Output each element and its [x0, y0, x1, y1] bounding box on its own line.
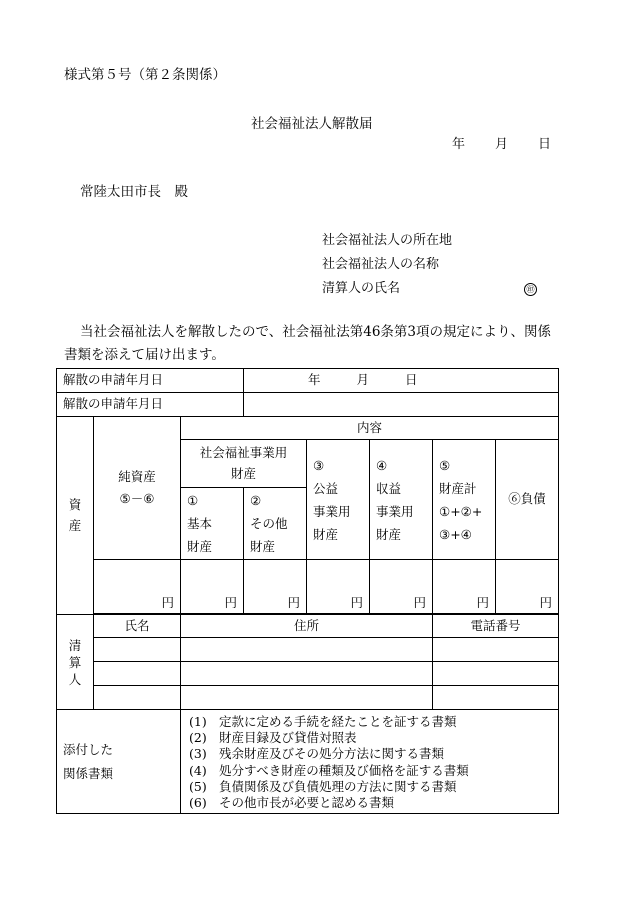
contents-header: 内容	[181, 417, 559, 440]
profit-business-amount[interactable]: 円	[370, 560, 433, 614]
liquidator-address-cell[interactable]	[181, 662, 433, 686]
liquidator-phone-cell[interactable]	[433, 638, 559, 662]
liquidator-address-cell[interactable]	[181, 686, 433, 710]
row-date-month: 月	[356, 372, 370, 388]
application-date-row-2	[57, 393, 559, 417]
profit-business-property-header: ④ 収益 事業用 財産	[370, 440, 433, 560]
application-date-field-2[interactable]	[244, 393, 559, 417]
seal-mark	[524, 282, 537, 296]
liquidator-row	[57, 638, 559, 662]
basic-property-amount[interactable]: 円	[181, 560, 244, 614]
net-assets-amount[interactable]: 円	[94, 560, 181, 614]
application-date-field[interactable]	[244, 369, 559, 393]
public-interest-property-header: ③ 公益 事業用 財産	[307, 440, 370, 560]
attachment-item: (3) 残余財産及びその処分方法に関する書類	[189, 746, 445, 762]
attachment-item: (2) 財産目録及び貸借対照表	[189, 730, 357, 746]
attachment-item: (1) 定款に定める手続を経たことを証する書類	[189, 714, 457, 729]
other-property-header: ② その他 財産	[244, 488, 307, 560]
liquidator-section-label: 清 算 人	[57, 615, 94, 710]
corporation-name-label: 社会福祉法人の名称	[322, 257, 440, 272]
liquidator-name-cell[interactable]	[94, 638, 181, 662]
liabilities-amount[interactable]: 円	[496, 560, 559, 614]
address-label: 社会福祉法人の所在地	[322, 233, 453, 248]
attachments-label: 添付した 関係書類	[57, 710, 181, 814]
application-date-row	[57, 369, 559, 393]
assets-label: 資 産	[57, 417, 94, 615]
addressee: 常陸太田市長 殿	[80, 184, 188, 200]
liquidator-row	[57, 662, 559, 686]
liquidator-name-label: 清算人の氏名	[322, 281, 401, 296]
public-interest-amount[interactable]: 円	[307, 560, 370, 614]
form-number: 様式第５号（第２条関係）	[64, 67, 226, 83]
attachments-list-cell	[181, 710, 559, 814]
liquidator-name-cell[interactable]	[94, 662, 181, 686]
body-text-line1: 当社会福祉法人を解散したので、社会福祉法第46条第3項の規定により、関係	[80, 324, 551, 340]
amounts-row	[57, 560, 559, 614]
liabilities-header: ⑥負債	[496, 440, 559, 560]
attachments-list	[181, 714, 558, 811]
row-date-day: 日	[405, 372, 418, 388]
body-text-line2: 書類を添えて届け出ます。	[64, 347, 225, 363]
liquidator-address-header: 住所	[181, 615, 433, 638]
liquidator-address-cell[interactable]	[181, 638, 433, 662]
other-property-amount[interactable]: 円	[244, 560, 307, 614]
document-title: 社会福祉法人解散届	[251, 116, 373, 132]
row-date-year: 年	[308, 372, 321, 388]
liquidator-phone-cell[interactable]	[433, 662, 559, 686]
total-property-amount[interactable]: 円	[433, 560, 496, 614]
basic-property-header: ① 基本 財産	[181, 488, 244, 560]
liquidator-row	[57, 686, 559, 710]
liquidator-phone-header: 電話番号	[433, 615, 559, 638]
liquidator-name-header: 氏名	[94, 615, 181, 638]
date-day-label: 日	[538, 137, 552, 152]
welfare-business-property-header: 社会福祉事業用 財産	[181, 440, 307, 488]
application-date-label: 解散の申請年月日	[57, 369, 244, 393]
date-month-label: 月	[495, 137, 509, 152]
total-property-header: ⑤ 財産計 ①+②+ ③+④	[433, 440, 496, 560]
attachment-item: (5) 負債関係及び負債処理の方法に関する書類	[189, 778, 457, 794]
liquidator-name-cell[interactable]	[94, 686, 181, 710]
net-assets-header: 純資産 ⑤－⑥	[94, 417, 181, 560]
attachment-item: (6) その他市長が必要と認める書類	[189, 795, 395, 811]
date-year-label: 年	[452, 137, 466, 152]
dissolution-form-table	[56, 368, 559, 814]
application-date-label-2: 解散の申請年月日	[57, 393, 244, 417]
attachment-item: (4) 処分すべき財産の種類及び価格を証する書類	[189, 762, 469, 778]
seal-icon: ㊞	[524, 283, 537, 296]
liquidator-phone-cell[interactable]	[433, 686, 559, 710]
